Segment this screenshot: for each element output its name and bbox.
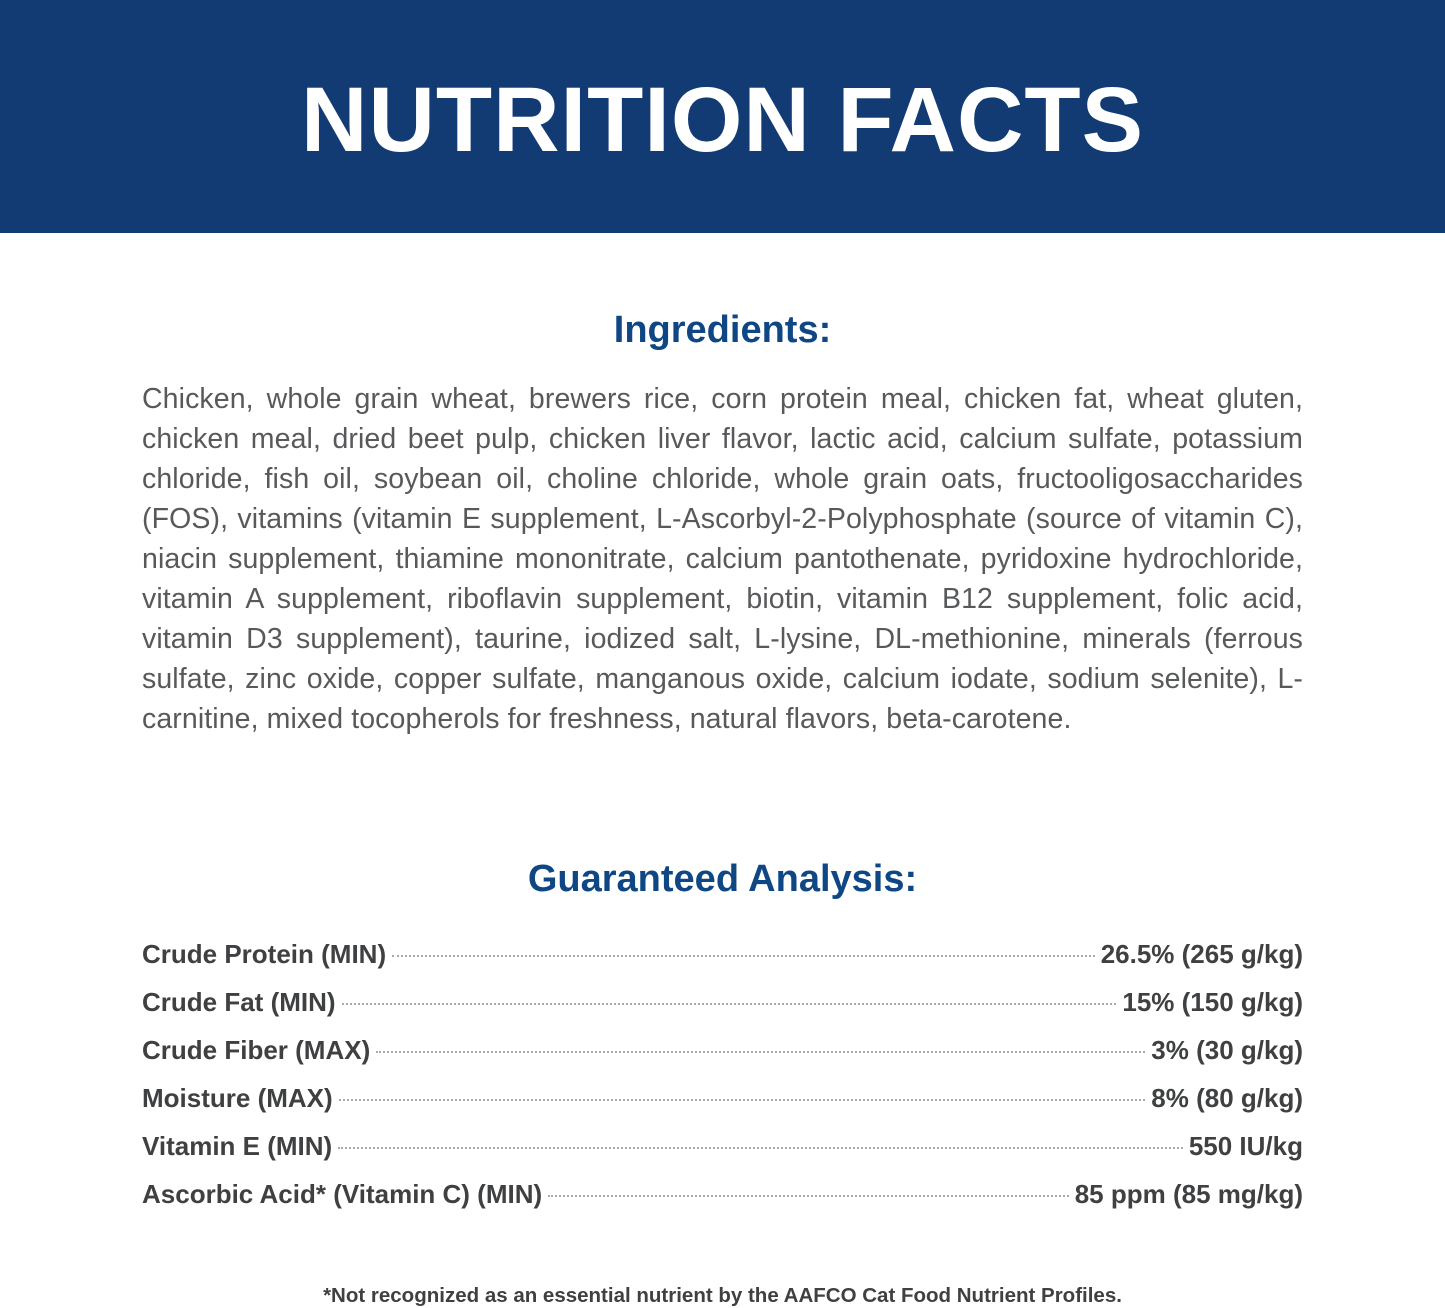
analysis-row (142, 1122, 1303, 1170)
analysis-row (142, 930, 1303, 978)
dot-leader (338, 1146, 1183, 1149)
analysis-value: 3% (30 g/kg) (1151, 1034, 1303, 1065)
ingredients-heading: Ingredients: (613, 309, 832, 351)
analysis-label: Crude Fat (MIN) (142, 986, 336, 1017)
analysis-label: Ascorbic Acid* (Vitamin C) (MIN) (142, 1178, 543, 1209)
analysis-label: Crude Protein (MIN) (142, 938, 387, 969)
dot-leader (548, 1194, 1069, 1197)
analysis-value: 8% (80 g/kg) (1151, 1082, 1303, 1113)
dot-leader (339, 1098, 1146, 1101)
analysis-label: Crude Fiber (MAX) (142, 1034, 371, 1065)
analysis-value: 85 ppm (85 mg/kg) (1074, 1178, 1303, 1209)
analysis-row (142, 978, 1303, 1026)
analysis-value: 15% (150 g/kg) (1122, 986, 1303, 1017)
page-title: NUTRITION FACTS (301, 68, 1144, 171)
dot-leader (376, 1050, 1145, 1053)
guaranteed-analysis-heading: Guaranteed Analysis: (527, 857, 918, 900)
dot-leader (342, 1002, 1117, 1005)
analysis-label: Moisture (MAX) (142, 1082, 333, 1113)
ingredients-text: Chicken, whole grain wheat, brewers rice, corn protein meal, chicken fat, wheat gluten, chicken meal, dried beet pulp, chicken liver flavor, lactic acid, calcium sulfate, potassium chloride, fish oil, soybean oil, choline chloride, whole grain oats, fructooligosaccharides (FOS), vitamins (vitamin E supplement, L-Ascorbyl-2-Polyphosphate (source of vitamin C), niacin supplement, thiamine mononitrate, calcium pantothenate, pyridoxine hydrochloride, vitamin A supplement, riboflavin supplement, biotin, vitamin B12 supplement, folic acid, vitamin D3 supplement), taurine, iodized salt, L-lysine, DL-methionine, minerals (ferrous sulfate, zinc oxide, copper sulfate, manganous oxide, calcium iodate, sodium selenite), L-carnitine, mixed tocopherols for freshness, natural flavors, beta-carotene. (142, 383, 1303, 735)
content-area (0, 233, 1445, 1308)
analysis-row (142, 1074, 1303, 1122)
analysis-value: 26.5% (265 g/kg) (1100, 938, 1303, 969)
guaranteed-analysis-list (142, 930, 1303, 1218)
analysis-row (142, 1170, 1303, 1218)
analysis-label: Vitamin E (MIN) (142, 1130, 333, 1161)
analysis-value: 550 IU/kg (1188, 1130, 1303, 1161)
dot-leader (392, 954, 1095, 957)
footnote: *Not recognized as an essential nutrient by the AAFCO Cat Food Nutrient Profiles. (323, 1283, 1122, 1307)
header-banner (0, 0, 1445, 233)
analysis-row (142, 1026, 1303, 1074)
